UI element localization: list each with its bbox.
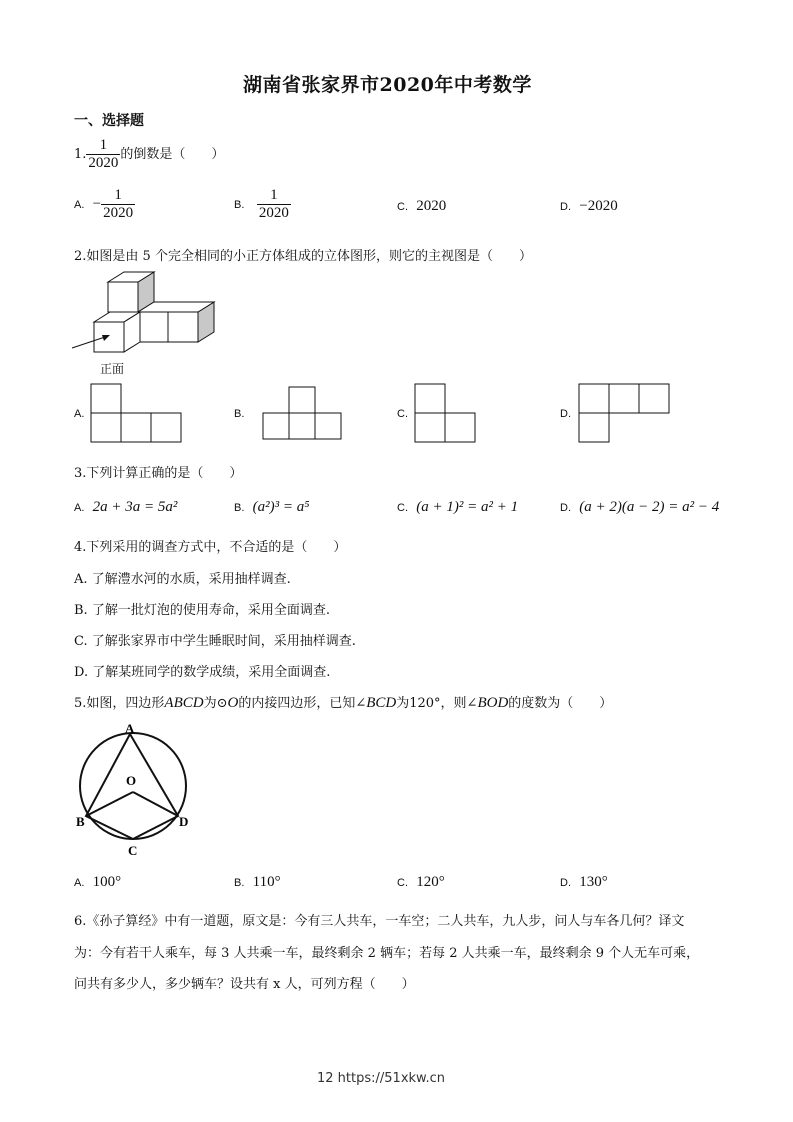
q2-option-d-figure (579, 384, 671, 444)
point-d-label: D (179, 814, 189, 829)
q3-option-a: A. 2a + 3a = 5a² (74, 499, 178, 515)
question-stem: 的倒数是（ ） (120, 147, 225, 162)
q1-option-b: B. $\frac{1}{2020}$ (234, 187, 289, 221)
q1-option-d: D. −2020 (560, 198, 618, 214)
circle-figure (78, 722, 208, 862)
q3-option-c: C. (a + 1)² = a² + 1 (397, 499, 519, 515)
q2-option-d-label: D. (560, 408, 571, 420)
point-o-label: O (126, 773, 137, 788)
section-heading: 一、选择题 (74, 113, 144, 129)
page-footer: 12 https://51xkw.cn (317, 1071, 445, 1086)
question-3: 3.下列计算正确的是（ ） (74, 466, 243, 481)
q4-option-b: B. 了解一批灯泡的使用寿命，采用全面调查. (74, 603, 330, 618)
q3-option-d: D. (a + 2)(a − 2) = a² − 4 (560, 499, 720, 515)
point-a-label: A (125, 721, 135, 736)
cube-figure (70, 268, 220, 378)
q2-option-c-figure (415, 384, 477, 444)
q2-option-c-label: C. (397, 408, 408, 420)
page-title: 湖南省张家界市2020年中考数学 (243, 74, 532, 96)
q3-option-b: B. (a²)³ = a⁵ (234, 499, 310, 515)
q2-option-b-label: B. (234, 408, 245, 420)
q2-option-a-label: A. (74, 408, 85, 420)
q4-option-c: C. 了解张家界市中学生睡眠时间，采用抽样调查. (74, 634, 356, 649)
point-c-label: C (128, 843, 138, 858)
fraction: $\frac{1}{2020}$ (88, 137, 119, 171)
q5-option-a: A. 100° (74, 874, 122, 890)
q1-option-c: C. 2020 (397, 198, 447, 214)
q5-option-d: D. 130° (560, 874, 608, 890)
q4-option-a: A. 了解澧水河的水质，采用抽样调查. (74, 572, 291, 587)
q2-option-b-figure (263, 387, 343, 442)
q5-option-c: C. 120° (397, 874, 445, 890)
front-label: 正面 (100, 362, 125, 376)
question-6-line-2: 为：今有若干人乘车，每 3 人共乘一车，最终剩余 2 辆车；若每 2 人共乘一车，最终剩余 9 个人无车可乘， (74, 946, 700, 961)
question-1 (74, 137, 224, 172)
q4-option-d: D. 了解某班同学的数学成绩，采用全面调查. (74, 665, 331, 680)
question-4: 4.下列采用的调查方式中，不合适的是（ ） (74, 540, 347, 555)
question-5: 5.如图，四边形ABCD为⊙O的内接四边形，已知∠BCD为120°，则∠BOD的度数为（ ） (74, 695, 613, 711)
q1-option-a: A. − $\frac{1}{2020}$ (74, 187, 134, 221)
question-6-line-3: 问共有多少人，多少辆车？设共有 x 人，可列方程（ ） (74, 977, 415, 992)
question-6-line-1: 6.《孙子算经》中有一道题，原文是：今有三人共车，一车空；二人共车，九人步，问人与车各几何？译文 (74, 914, 685, 929)
question-2: 2.如图是由 5 个完全相同的小正方体组成的立体图形，则它的主视图是（ ） (74, 249, 532, 264)
question-number: 1. (74, 147, 87, 162)
q5-option-b: B. 110° (234, 874, 281, 890)
point-b-label: B (76, 814, 85, 829)
q2-option-a-figure (91, 384, 183, 444)
